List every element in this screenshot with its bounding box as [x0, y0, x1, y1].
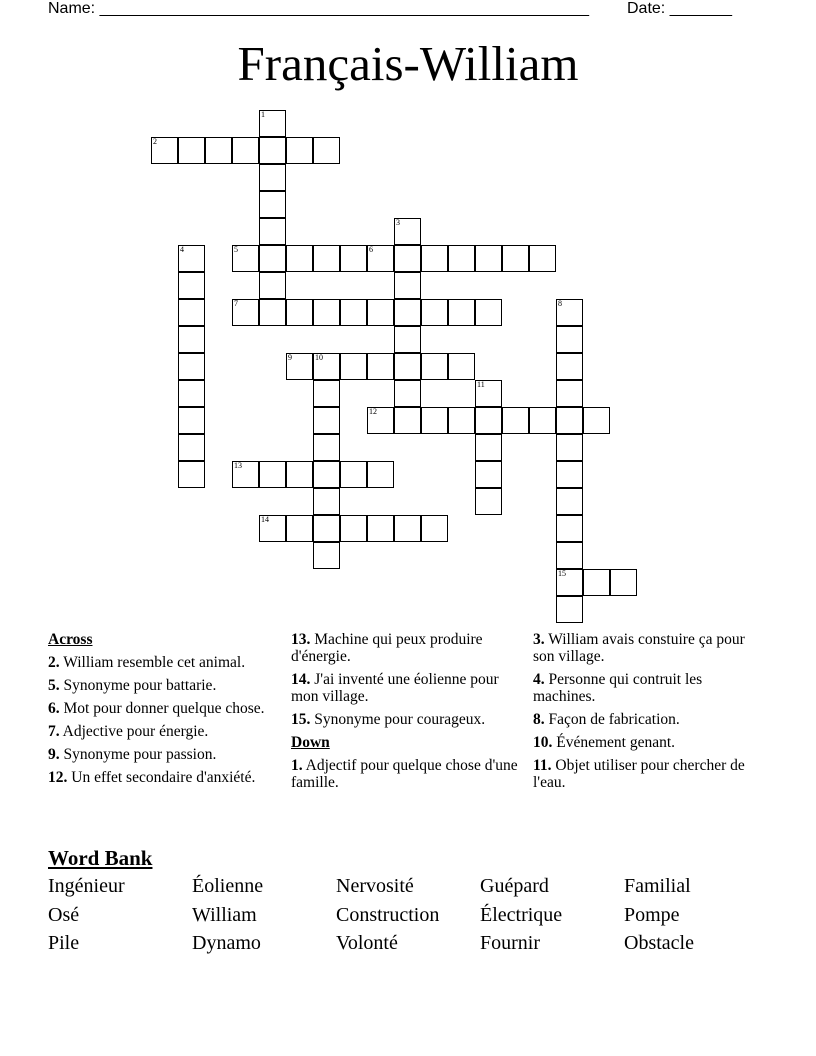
clue-text: Objet utiliser pour chercher de l'eau.: [533, 757, 745, 791]
name-field-label: Name: _______________________________________________________: [48, 0, 589, 17]
grid-cell[interactable]: [151, 137, 178, 164]
clue-across-9: [48, 746, 278, 763]
grid-cell[interactable]: [178, 380, 205, 407]
cell-number: 1: [261, 110, 265, 119]
grid-cell[interactable]: [286, 461, 313, 488]
clue-text: William avais constuire ça pour son village.: [533, 631, 745, 665]
clue-number: 5.: [48, 677, 60, 694]
grid-cell[interactable]: [556, 569, 583, 596]
grid-cell[interactable]: [232, 245, 259, 272]
grid-cell[interactable]: [313, 407, 340, 434]
grid-cell[interactable]: [178, 272, 205, 299]
grid-cell[interactable]: [367, 515, 394, 542]
clue-down-8: [533, 711, 763, 728]
grid-cell[interactable]: [475, 407, 502, 434]
clue-text: Façon de fabrication.: [548, 711, 680, 728]
grid-cell[interactable]: [313, 137, 340, 164]
grid-cell[interactable]: [313, 299, 340, 326]
clue-down-3: [533, 631, 763, 665]
clue-number: 12.: [48, 769, 68, 786]
clue-text: Synonyme pour passion.: [63, 746, 217, 763]
cell-number: 10: [315, 353, 323, 362]
clue-number: 7.: [48, 723, 60, 740]
grid-cell[interactable]: [286, 515, 313, 542]
cell-number: 3: [396, 218, 400, 227]
grid-cell[interactable]: [583, 569, 610, 596]
clue-down-1: [291, 757, 521, 791]
clue-text: Un effet secondaire d'anxiété.: [71, 769, 256, 786]
grid-cell[interactable]: [232, 299, 259, 326]
grid-cell[interactable]: [286, 299, 313, 326]
grid-cell[interactable]: [367, 407, 394, 434]
clue-number: 9.: [48, 746, 60, 763]
cell-number: 15: [558, 569, 566, 578]
grid-cell[interactable]: [556, 488, 583, 515]
clue-across-2: [48, 654, 278, 671]
grid-cell[interactable]: [286, 353, 313, 380]
grid-cell[interactable]: [394, 272, 421, 299]
grid-cell[interactable]: [178, 353, 205, 380]
down-heading: Down: [291, 734, 330, 751]
clue-number: 11.: [533, 757, 552, 774]
clue-number: 13.: [291, 631, 311, 648]
grid-cell[interactable]: [556, 353, 583, 380]
word-bank-word: Guépard: [480, 875, 549, 897]
clue-number: 15.: [291, 711, 311, 728]
word-bank-word: William: [192, 904, 257, 926]
grid-cell[interactable]: [178, 245, 205, 272]
clue-text: Mot pour donner quelque chose.: [63, 700, 265, 717]
clue-across-15: [291, 711, 521, 728]
clue-number: 4.: [533, 671, 545, 688]
clue-text: William resemble cet animal.: [63, 654, 246, 671]
grid-cell[interactable]: [313, 434, 340, 461]
grid-cell[interactable]: [313, 353, 340, 380]
word-bank-word: Dynamo: [192, 932, 261, 954]
grid-cell[interactable]: [340, 461, 367, 488]
clue-down-4: [533, 671, 763, 705]
grid-cell[interactable]: [394, 407, 421, 434]
grid-cell[interactable]: [367, 353, 394, 380]
grid-cell[interactable]: [421, 515, 448, 542]
cell-number: 7: [234, 299, 238, 308]
word-bank-word: Ingénieur: [48, 875, 125, 897]
word-bank-word: Fournir: [480, 932, 540, 954]
cell-number: 11: [477, 380, 485, 389]
word-bank-word: Nervosité: [336, 875, 414, 897]
grid-cell[interactable]: [367, 461, 394, 488]
grid-cell[interactable]: [394, 245, 421, 272]
grid-cell[interactable]: [556, 542, 583, 569]
grid-cell[interactable]: [475, 461, 502, 488]
grid-cell[interactable]: [475, 380, 502, 407]
grid-cell[interactable]: [340, 299, 367, 326]
grid-cell[interactable]: [556, 596, 583, 623]
word-bank-word: Pile: [48, 932, 80, 954]
clue-number: 14.: [291, 671, 311, 688]
word-bank-word: Familial: [624, 875, 691, 897]
grid-cell[interactable]: [313, 380, 340, 407]
grid-cell[interactable]: [556, 515, 583, 542]
grid-cell[interactable]: [529, 407, 556, 434]
grid-cell[interactable]: [529, 245, 556, 272]
grid-cell[interactable]: [259, 461, 286, 488]
cell-number: 13: [234, 461, 242, 470]
clue-column-3: [533, 631, 763, 797]
grid-cell[interactable]: [259, 218, 286, 245]
word-bank-word: Pompe: [624, 904, 680, 926]
grid-cell[interactable]: [259, 164, 286, 191]
grid-cell[interactable]: [448, 353, 475, 380]
word-bank-word: Éolienne: [192, 875, 264, 897]
puzzle-title: Français-William: [237, 36, 579, 91]
grid-cell[interactable]: [448, 407, 475, 434]
grid-cell[interactable]: [556, 299, 583, 326]
grid-cell[interactable]: [394, 353, 421, 380]
grid-cell[interactable]: [259, 299, 286, 326]
grid-cell[interactable]: [259, 137, 286, 164]
word-bank-word: Obstacle: [624, 932, 694, 954]
cell-number: 4: [180, 245, 184, 254]
grid-cell[interactable]: [367, 299, 394, 326]
grid-cell[interactable]: [313, 461, 340, 488]
word-bank-word: Électrique: [480, 904, 563, 926]
cell-number: 12: [369, 407, 377, 416]
word-bank-word: Construction: [336, 904, 440, 926]
word-bank-title: Word Bank: [48, 846, 153, 870]
clue-across-13: [291, 631, 521, 665]
grid-cell[interactable]: [394, 218, 421, 245]
grid-cell[interactable]: [556, 380, 583, 407]
grid-cell[interactable]: [178, 461, 205, 488]
grid-cell[interactable]: [313, 542, 340, 569]
grid-cell[interactable]: [475, 299, 502, 326]
grid-cell[interactable]: [286, 137, 313, 164]
clue-text: Adjective pour énergie.: [62, 723, 209, 740]
cell-number: 8: [558, 299, 562, 308]
grid-cell[interactable]: [610, 569, 637, 596]
clue-text: J'ai inventé une éolienne pour mon village.: [291, 671, 499, 705]
grid-cell[interactable]: [421, 353, 448, 380]
grid-cell[interactable]: [367, 245, 394, 272]
grid-cell[interactable]: [421, 407, 448, 434]
grid-cell[interactable]: [475, 245, 502, 272]
clue-across-7: [48, 723, 278, 740]
grid-cell[interactable]: [475, 488, 502, 515]
grid-cell[interactable]: [232, 461, 259, 488]
clue-across-14: [291, 671, 521, 705]
grid-cell[interactable]: [340, 245, 367, 272]
clue-down-10: [533, 734, 763, 751]
grid-cell[interactable]: [178, 299, 205, 326]
grid-cell[interactable]: [556, 461, 583, 488]
grid-cell[interactable]: [394, 380, 421, 407]
grid-cell[interactable]: [475, 434, 502, 461]
grid-cell[interactable]: [448, 299, 475, 326]
grid-cell[interactable]: [394, 326, 421, 353]
word-bank-word: Volonté: [336, 932, 398, 954]
grid-cell[interactable]: [259, 272, 286, 299]
grid-cell[interactable]: [556, 407, 583, 434]
cell-number: 14: [261, 515, 269, 524]
clue-number: 3.: [533, 631, 545, 648]
grid-cell[interactable]: [259, 191, 286, 218]
cell-number: 9: [288, 353, 292, 362]
clue-column-1: [48, 631, 278, 792]
grid-cell[interactable]: [205, 137, 232, 164]
grid-cell[interactable]: [313, 488, 340, 515]
clue-column-2: [291, 631, 521, 797]
grid-cell[interactable]: [178, 407, 205, 434]
grid-cell[interactable]: [232, 137, 259, 164]
clue-down-11: [533, 757, 763, 791]
grid-cell[interactable]: [421, 245, 448, 272]
grid-cell[interactable]: [313, 245, 340, 272]
cell-number: 2: [153, 137, 157, 146]
clue-text: Personne qui contruit les machines.: [533, 671, 703, 705]
grid-cell[interactable]: [421, 299, 448, 326]
grid-cell[interactable]: [448, 245, 475, 272]
grid-cell[interactable]: [394, 299, 421, 326]
grid-cell[interactable]: [340, 515, 367, 542]
across-heading: Across: [48, 631, 93, 648]
clue-text: Adjectif pour quelque chose d'une famille.: [291, 757, 518, 791]
date-field-label: Date: _______: [627, 0, 732, 17]
grid-cell[interactable]: [259, 245, 286, 272]
grid-cell[interactable]: [583, 407, 610, 434]
grid-cell[interactable]: [556, 326, 583, 353]
grid-cell[interactable]: [502, 407, 529, 434]
grid-cell[interactable]: [502, 245, 529, 272]
clue-across-5: [48, 677, 278, 694]
grid-cell[interactable]: [394, 515, 421, 542]
grid-cell[interactable]: [286, 245, 313, 272]
grid-cell[interactable]: [178, 326, 205, 353]
clue-text: Événement genant.: [556, 734, 676, 751]
cell-number: 5: [234, 245, 238, 254]
grid-cell[interactable]: [259, 110, 286, 137]
clue-number: 6.: [48, 700, 60, 717]
clue-number: 1.: [291, 757, 303, 774]
cell-number: 6: [369, 245, 373, 254]
grid-cell[interactable]: [313, 515, 340, 542]
clue-across-6: [48, 700, 278, 717]
grid-cell[interactable]: [178, 434, 205, 461]
clue-text: Synonyme pour courageux.: [314, 711, 486, 728]
grid-cell[interactable]: [556, 434, 583, 461]
grid-cell[interactable]: [340, 353, 367, 380]
grid-cell[interactable]: [178, 137, 205, 164]
grid-cell[interactable]: [259, 515, 286, 542]
clue-across-12: [48, 769, 278, 786]
word-bank-word: Osé: [48, 904, 80, 926]
clue-text: Synonyme pour battarie.: [63, 677, 217, 694]
clue-text: Machine qui peux produire d'énergie.: [291, 631, 483, 665]
clue-number: 8.: [533, 711, 545, 728]
clue-number: 2.: [48, 654, 60, 671]
clue-number: 10.: [533, 734, 553, 751]
